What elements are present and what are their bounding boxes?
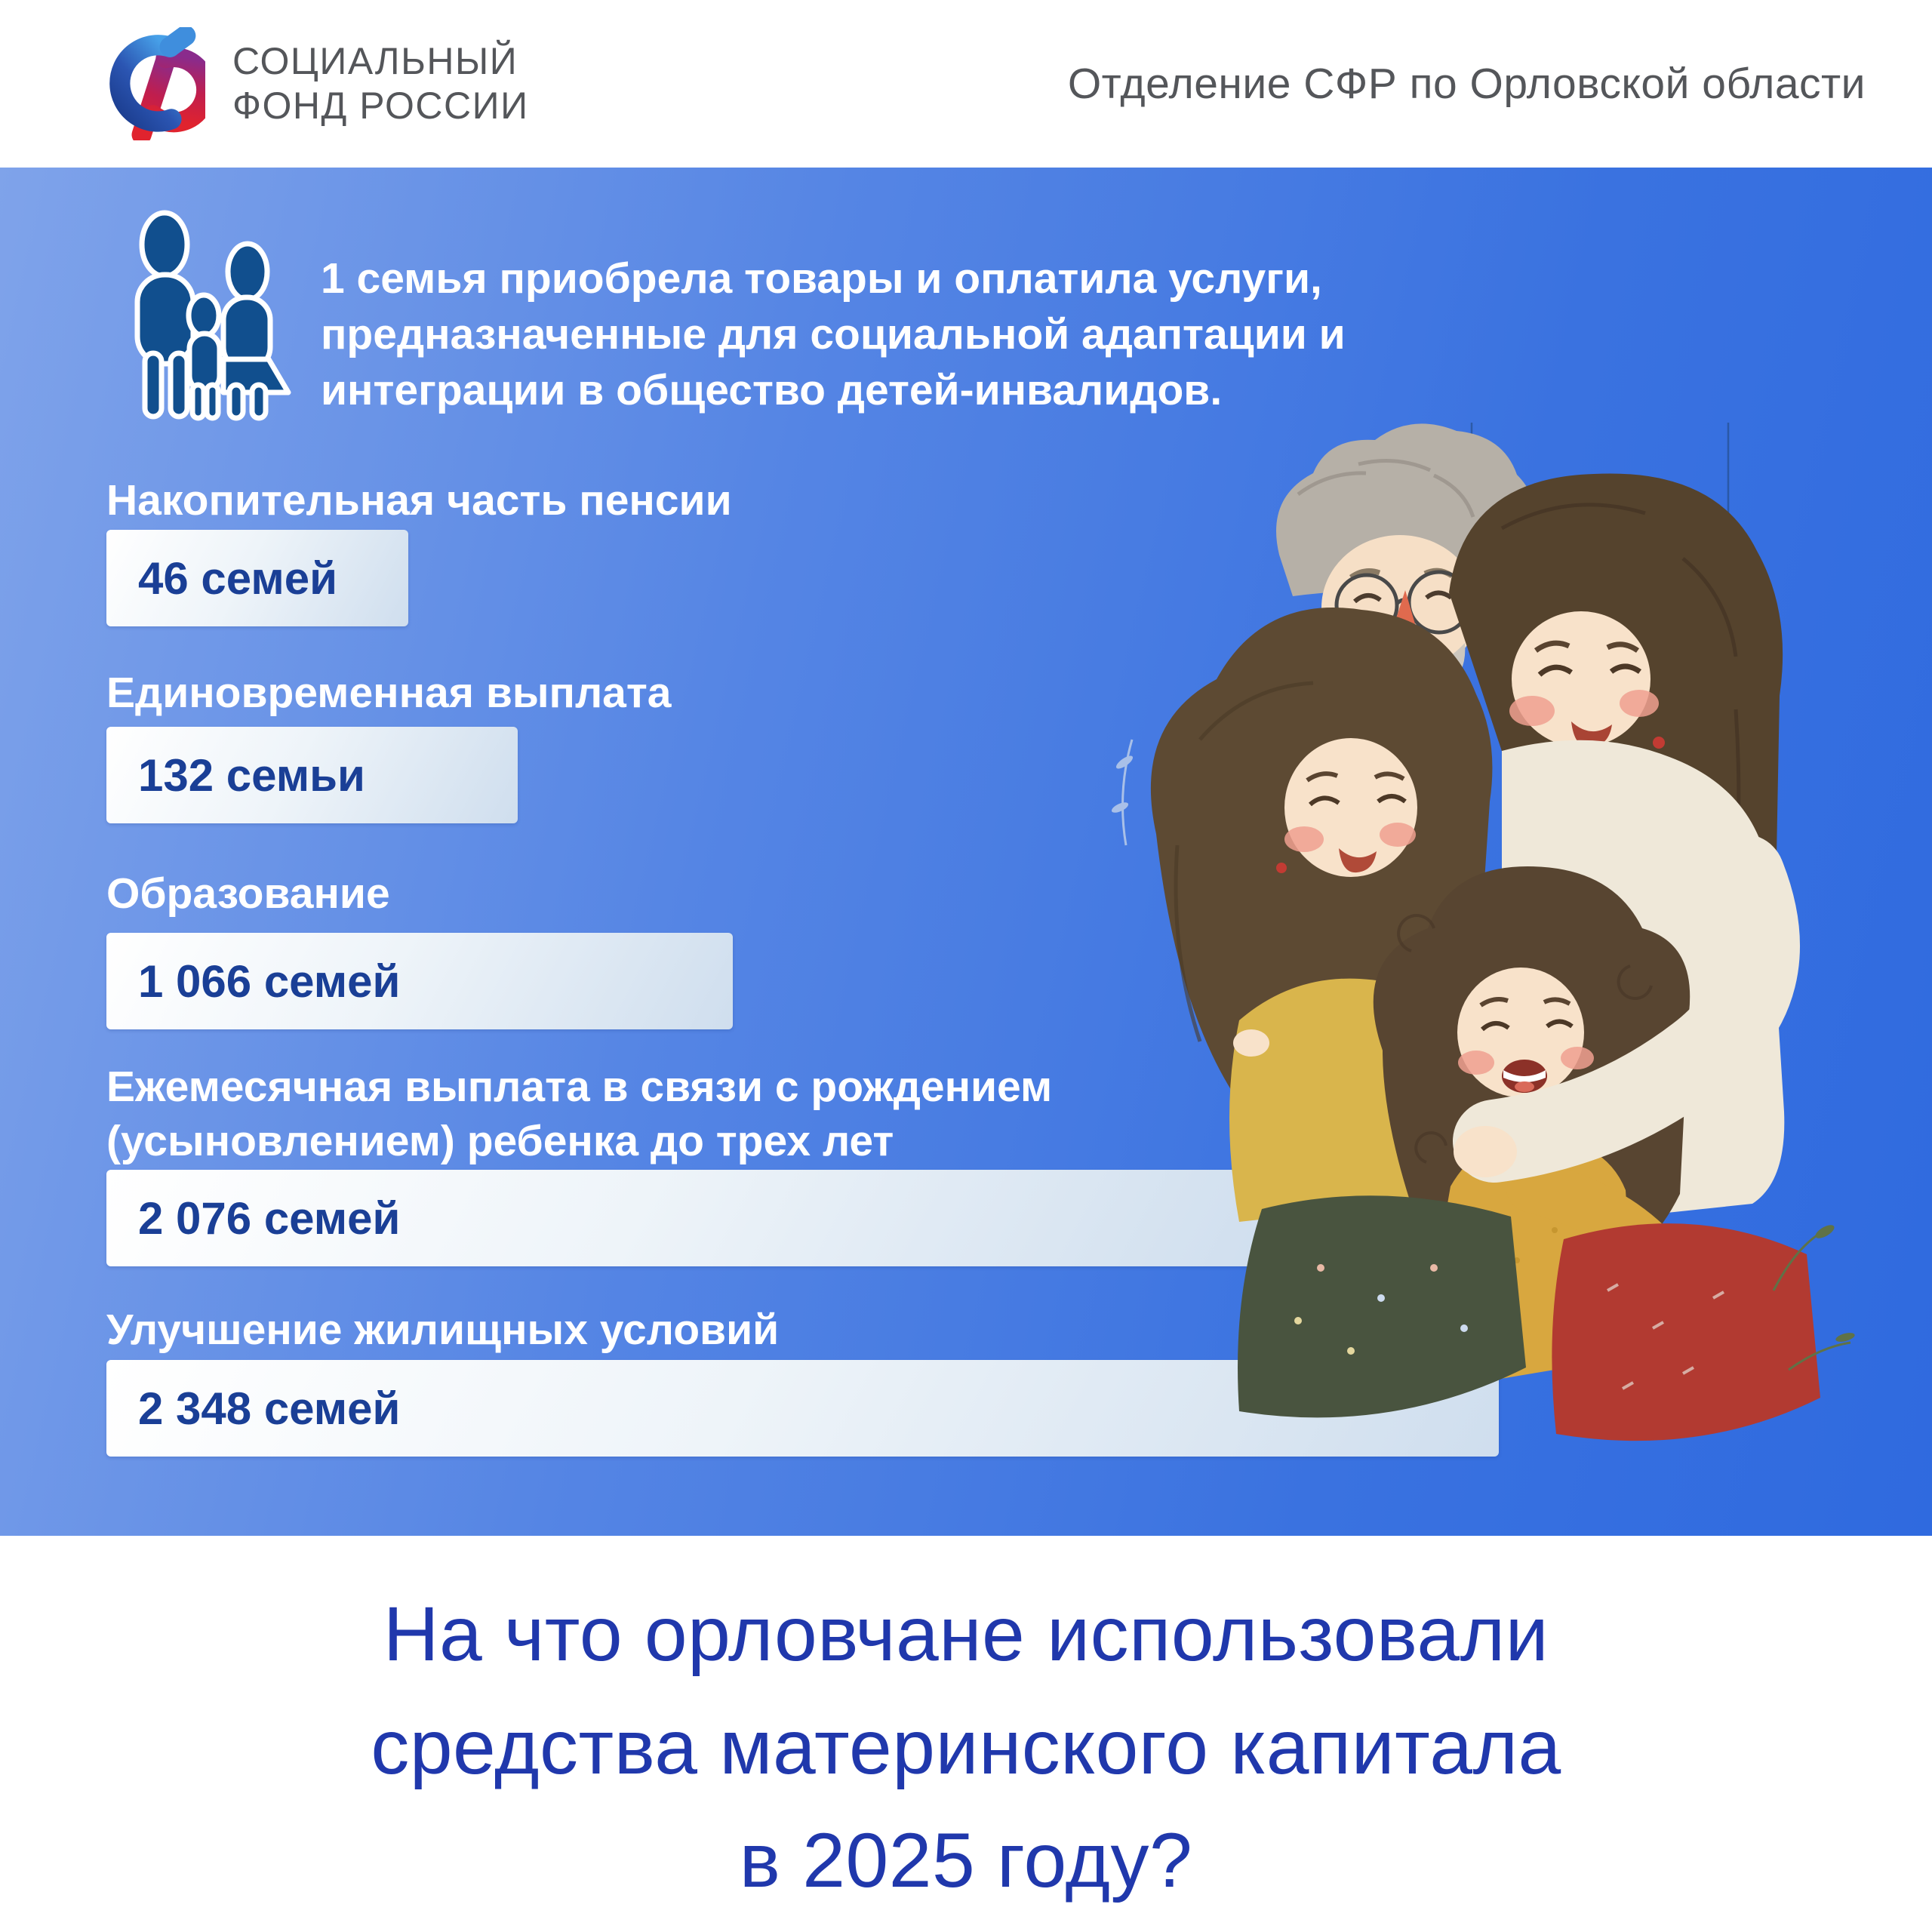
category-label-monthly-payment: Ежемесячная выплата в связи с рождением (усыновлением) ребенка до трех лет: [106, 1063, 1053, 1165]
family-hug-illustration: [1109, 423, 1857, 1479]
bar-value: 132 семьи: [138, 749, 365, 801]
title-line-2: средства материнского капитала: [371, 1704, 1561, 1790]
value-bar-education: [106, 933, 733, 1029]
bar-value: 2 076 семей: [138, 1192, 401, 1244]
page-title: [371, 1577, 1561, 1917]
logo-line-2: ФОНД РОССИИ: [232, 85, 529, 127]
sfr-logo-group: [92, 27, 529, 140]
intro-line-2: предназначенные для социальной адаптации и: [321, 310, 1346, 358]
bar-value: 46 семей: [138, 552, 337, 604]
value-bar-pension: [106, 530, 408, 626]
hero-panel: [0, 168, 1932, 1536]
category-label-education: Образование: [106, 869, 390, 918]
bar-value: 1 066 семей: [138, 955, 401, 1007]
category-label-pension: Накопительная часть пенсии: [106, 476, 732, 525]
bar-value: 2 348 семей: [138, 1383, 401, 1434]
logo-wordmark: [232, 39, 529, 128]
intro-line-3: интеграции в общество детей-инвалидов.: [321, 366, 1223, 414]
category-label-lump-sum: Единовременная выплата: [106, 669, 672, 717]
category-label-housing: Улучшение жилищных условий: [106, 1306, 780, 1354]
intro-line-1: 1 семья приобрела товары и оплатила услуги,: [321, 254, 1322, 303]
header: [0, 0, 1932, 168]
family-icon: [113, 205, 294, 426]
value-bar-lump-sum: [106, 727, 518, 823]
intro-text: [321, 251, 1346, 418]
footer: [0, 1536, 1932, 1932]
title-line-1: На что орловчане использовали: [383, 1591, 1549, 1677]
value-bar-monthly-payment: [106, 1170, 1281, 1266]
region-title: Отделение СФР по Орловской области: [1067, 60, 1866, 108]
title-line-3: в 2025 году?: [739, 1817, 1193, 1903]
logo-line-1: СОЦИАЛЬНЫЙ: [232, 40, 518, 82]
sfr-logo-icon: [92, 27, 205, 140]
